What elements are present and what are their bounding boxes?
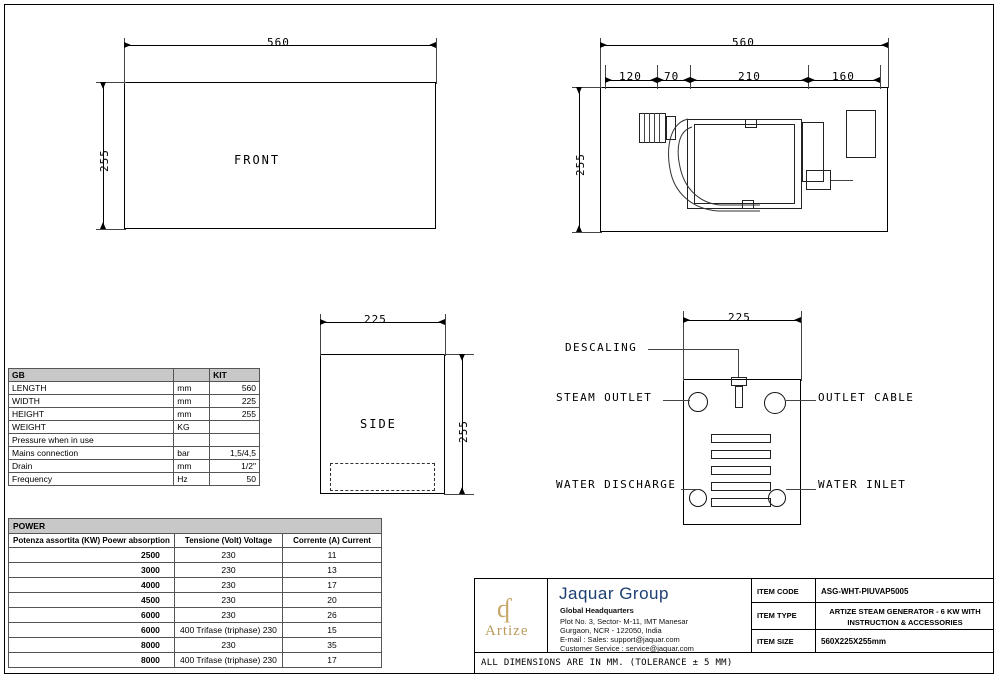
front-height-arrow-bottom bbox=[100, 222, 106, 229]
spec-row-1-label: WIDTH bbox=[9, 395, 174, 408]
power-row-7-kw: 8000 bbox=[9, 653, 175, 668]
spec-table-body bbox=[9, 369, 260, 486]
power-table-header-row bbox=[9, 534, 382, 548]
top-width-arrow-right bbox=[881, 42, 888, 48]
power-row-1-kw: 3000 bbox=[9, 563, 175, 578]
spec-row-6-value: 1/2" bbox=[210, 460, 260, 473]
table-row bbox=[9, 382, 260, 395]
spec-row-0-value: 560 bbox=[210, 382, 260, 395]
spec-row-4-unit bbox=[174, 434, 210, 447]
side-ext-line-right bbox=[445, 314, 446, 356]
item-size-label: ITEM SIZE bbox=[757, 637, 794, 646]
tb-row-rule-1 bbox=[751, 602, 994, 603]
table-row bbox=[9, 608, 382, 623]
tb-row-rule-2 bbox=[751, 629, 994, 630]
power-row-0-volt: 230 bbox=[174, 548, 282, 563]
table-row bbox=[9, 434, 260, 447]
spec-row-3-label: WEIGHT bbox=[9, 421, 174, 434]
artize-wordmark: Artize bbox=[485, 623, 529, 639]
company-name: Jaquar Group bbox=[559, 584, 669, 603]
bottom-ext-line-right bbox=[801, 311, 802, 381]
spec-row-4-value bbox=[210, 434, 260, 447]
power-row-0-amp: 11 bbox=[283, 548, 382, 563]
power-row-2-amp: 17 bbox=[283, 578, 382, 593]
descaling-leader bbox=[648, 349, 738, 350]
company-address-line-2: E-mail : Sales: support@jaquar.com bbox=[560, 635, 680, 644]
spec-row-2-label: HEIGHT bbox=[9, 408, 174, 421]
table-row bbox=[9, 593, 382, 608]
water-inlet-leader bbox=[786, 489, 816, 490]
front-width-arrow-right bbox=[429, 42, 436, 48]
table-row bbox=[9, 395, 260, 408]
top-sub-arrow-1l bbox=[605, 77, 612, 83]
power-row-0-kw: 2500 bbox=[9, 548, 175, 563]
spec-row-5-value: 1,5/4,5 bbox=[210, 447, 260, 460]
outlet-cable-leader bbox=[786, 400, 816, 401]
power-row-3-volt: 230 bbox=[174, 593, 282, 608]
front-view-label: FRONT bbox=[234, 153, 281, 167]
vent-slot-1 bbox=[711, 434, 771, 443]
table-row bbox=[9, 638, 382, 653]
power-row-4-kw: 6000 bbox=[9, 608, 175, 623]
power-row-6-kw: 8000 bbox=[9, 638, 175, 653]
table-row bbox=[9, 408, 260, 421]
top-sub-arrow-2l bbox=[657, 77, 664, 83]
item-code-value: ASG-WHT-PIUVAP5005 bbox=[821, 587, 909, 596]
power-table bbox=[8, 518, 382, 668]
table-row bbox=[9, 473, 260, 486]
power-row-2-kw: 4000 bbox=[9, 578, 175, 593]
bottom-width-arrow-right bbox=[794, 317, 801, 323]
top-sub-arrow-4l bbox=[808, 77, 815, 83]
power-row-4-volt: 230 bbox=[174, 608, 282, 623]
table-row bbox=[9, 653, 382, 668]
power-row-6-amp: 35 bbox=[283, 638, 382, 653]
power-table-title-row bbox=[9, 519, 382, 534]
power-row-5-amp: 15 bbox=[283, 623, 382, 638]
spec-row-5-unit: bar bbox=[174, 447, 210, 460]
table-row bbox=[9, 578, 382, 593]
tb-row-rule-3 bbox=[475, 652, 994, 653]
top-sub-dim-text-1: 70 bbox=[664, 70, 680, 83]
vent-slot-2 bbox=[711, 450, 771, 459]
spec-table-header-row bbox=[9, 369, 260, 382]
front-width-dim-text: 560 bbox=[267, 36, 290, 49]
spec-row-2-unit: mm bbox=[174, 408, 210, 421]
top-ext-line-right bbox=[888, 38, 889, 88]
power-row-6-volt: 230 bbox=[174, 638, 282, 653]
table-row bbox=[9, 460, 260, 473]
spec-row-5-label: Mains connection bbox=[9, 447, 174, 460]
front-ext-line-bottom bbox=[96, 229, 126, 230]
spec-row-0-label: LENGTH bbox=[9, 382, 174, 395]
table-row bbox=[9, 548, 382, 563]
steam-outlet-label: STEAM OUTLET bbox=[556, 391, 653, 404]
tolerance-note: ALL DIMENSIONS ARE IN MM. (TOLERANCE ± 5 MM) bbox=[481, 658, 733, 668]
bottom-width-arrow-left bbox=[683, 317, 690, 323]
spec-row-6-unit: mm bbox=[174, 460, 210, 473]
power-row-7-amp: 17 bbox=[283, 653, 382, 668]
side-width-dim-text: 225 bbox=[364, 313, 387, 326]
spec-row-0-unit: mm bbox=[174, 382, 210, 395]
artize-logo-mark: ʠ bbox=[497, 594, 510, 623]
power-row-5-volt: 400 Trifase (triphase) 230 bbox=[174, 623, 282, 638]
table-row bbox=[9, 623, 382, 638]
tb-divider-values bbox=[815, 579, 816, 652]
vent-slot-3 bbox=[711, 466, 771, 475]
power-table-body bbox=[9, 519, 382, 668]
top-height-arrow-bottom bbox=[576, 225, 582, 232]
outlet-cable-label: OUTLET CABLE bbox=[818, 391, 915, 404]
top-width-dim-text: 560 bbox=[732, 36, 755, 49]
spec-row-6-label: Drain bbox=[9, 460, 174, 473]
water-discharge-port bbox=[689, 489, 707, 507]
top-sub-dim-text-3: 160 bbox=[832, 70, 855, 83]
spec-header-gb: GB bbox=[9, 369, 174, 382]
power-row-7-volt: 400 Trifase (triphase) 230 bbox=[174, 653, 282, 668]
front-height-arrow-top bbox=[100, 82, 106, 89]
vent-slot-4 bbox=[711, 482, 771, 491]
power-row-2-volt: 230 bbox=[174, 578, 282, 593]
vent-slot-5 bbox=[711, 498, 771, 507]
water-discharge-leader bbox=[681, 489, 699, 490]
spec-row-3-value bbox=[210, 421, 260, 434]
side-height-arrow-bottom bbox=[459, 487, 465, 494]
power-col-voltage: Tensione (Volt) Voltage bbox=[174, 534, 282, 548]
top-sub-arrow-2r bbox=[683, 77, 690, 83]
spec-header-unit bbox=[174, 369, 210, 382]
spec-header-kit: KIT bbox=[210, 369, 260, 382]
table-row bbox=[9, 563, 382, 578]
item-type-label: ITEM TYPE bbox=[757, 611, 797, 620]
title-block bbox=[474, 578, 994, 674]
water-inlet-label: WATER INLET bbox=[818, 478, 907, 491]
table-row bbox=[9, 421, 260, 434]
top-sub-dim-text-0: 120 bbox=[619, 70, 642, 83]
steam-outlet-leader bbox=[663, 400, 690, 401]
top-sub-arrow-1r bbox=[650, 77, 657, 83]
power-row-3-amp: 20 bbox=[283, 593, 382, 608]
power-col-absorption: Potenza assortita (KW) Poewr absorption bbox=[9, 534, 175, 548]
power-col-current: Corrente (A) Current bbox=[283, 534, 382, 548]
item-type-value: ARTIZE STEAM GENERATOR - 6 KW WITH INSTRUCTION & ACCESSORIES bbox=[829, 607, 981, 627]
power-row-1-amp: 13 bbox=[283, 563, 382, 578]
front-width-arrow-left bbox=[124, 42, 131, 48]
descaling-label: DESCALING bbox=[565, 341, 638, 354]
item-code-label: ITEM CODE bbox=[757, 587, 799, 596]
spec-row-4-label: Pressure when in use bbox=[9, 434, 174, 447]
top-sub-dim-text-2: 210 bbox=[738, 70, 761, 83]
top-internal-hose bbox=[600, 87, 890, 233]
table-row bbox=[9, 447, 260, 460]
power-table-title: POWER bbox=[9, 519, 382, 534]
power-row-3-kw: 4500 bbox=[9, 593, 175, 608]
top-ext-line-bottomside bbox=[572, 232, 602, 233]
company-address-line-1: Gurgaon, NCR - 122050, India bbox=[560, 626, 662, 635]
bottom-width-dim-text: 225 bbox=[728, 311, 751, 324]
water-discharge-label: WATER DISCHARGE bbox=[556, 478, 677, 491]
tb-divider-brand bbox=[547, 579, 548, 652]
top-sub-arrow-3l bbox=[690, 77, 697, 83]
descaling-valve-body bbox=[735, 386, 743, 408]
descaling-valve-head bbox=[731, 377, 747, 386]
top-sub-arrow-3r bbox=[801, 77, 808, 83]
side-view-base-dashed bbox=[330, 463, 435, 491]
power-row-5-kw: 6000 bbox=[9, 623, 175, 638]
spec-row-3-unit: KG bbox=[174, 421, 210, 434]
outlet-cable-port bbox=[764, 392, 786, 414]
spec-row-2-value: 255 bbox=[210, 408, 260, 421]
side-width-arrow-left bbox=[320, 319, 327, 325]
side-height-arrow-top bbox=[459, 354, 465, 361]
front-height-dim-text: 255 bbox=[98, 149, 111, 172]
company-address-line-3: Customer Service : service@jaquar.com bbox=[560, 644, 694, 653]
steam-outlet-port bbox=[688, 392, 708, 412]
side-width-arrow-right bbox=[438, 319, 445, 325]
spec-row-7-unit: Hz bbox=[174, 473, 210, 486]
spec-row-1-unit: mm bbox=[174, 395, 210, 408]
spec-row-7-label: Frequency bbox=[9, 473, 174, 486]
side-ext-line-bottom bbox=[444, 494, 474, 495]
top-height-arrow-top bbox=[576, 87, 582, 94]
item-size-value: 560X225X255mm bbox=[821, 637, 886, 646]
spec-row-7-value: 50 bbox=[210, 473, 260, 486]
side-height-dim-text: 255 bbox=[457, 420, 470, 443]
front-ext-line-right bbox=[436, 38, 437, 84]
descaling-leader-drop bbox=[738, 349, 739, 377]
top-width-arrow-left bbox=[600, 42, 607, 48]
top-height-dim-text: 255 bbox=[574, 153, 587, 176]
company-address-line-0: Plot No. 3, Sector- M-11, IMT Manesar bbox=[560, 617, 689, 626]
company-subtitle: Global Headquarters bbox=[560, 606, 634, 615]
tb-divider-fields bbox=[751, 579, 752, 652]
top-sub-ext-5 bbox=[880, 65, 881, 89]
power-row-1-volt: 230 bbox=[174, 563, 282, 578]
spec-row-1-value: 225 bbox=[210, 395, 260, 408]
side-view-label: SIDE bbox=[360, 417, 397, 431]
spec-table bbox=[8, 368, 260, 486]
power-row-4-amp: 26 bbox=[283, 608, 382, 623]
top-sub-arrow-4r bbox=[873, 77, 880, 83]
